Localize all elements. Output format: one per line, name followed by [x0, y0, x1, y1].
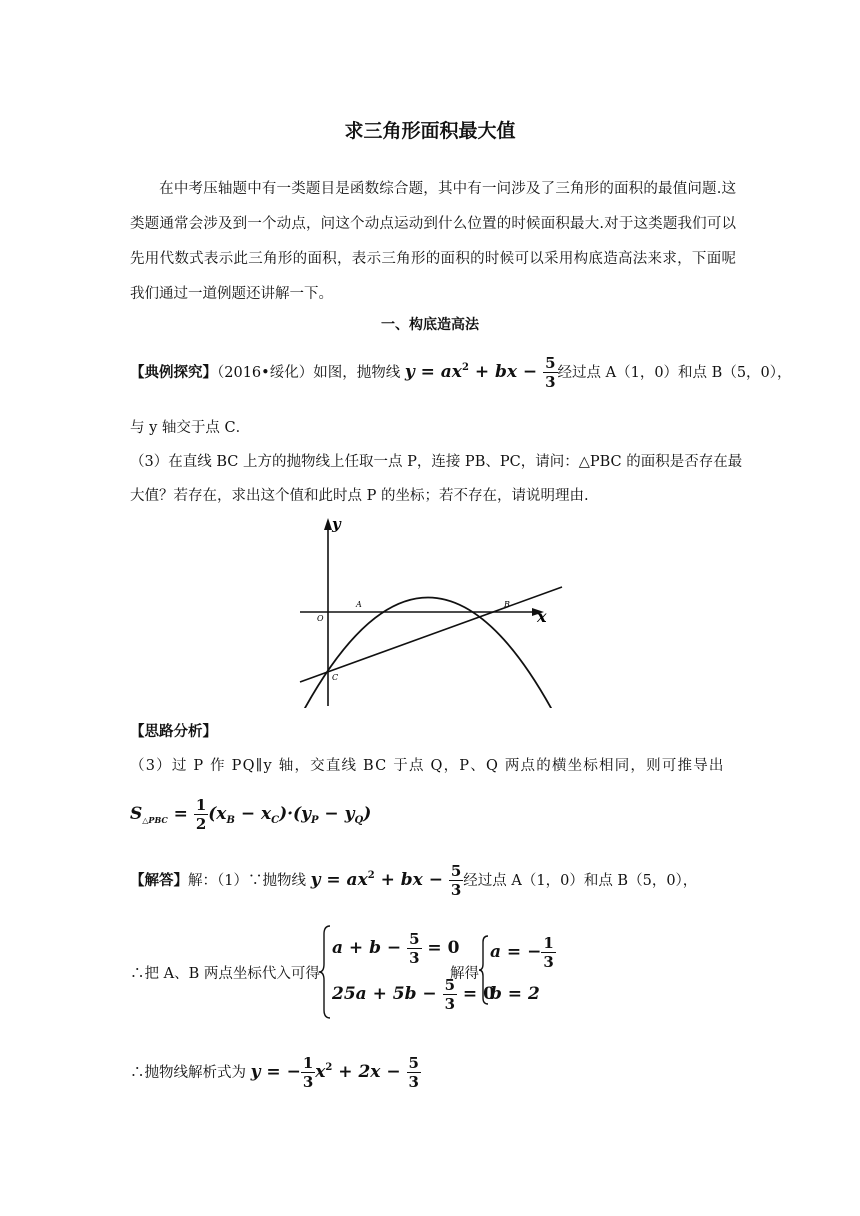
intro-paragraph — [130, 172, 736, 312]
example-line-2: 与 y 轴交于点 C． — [130, 420, 251, 436]
parabola-equation: $y = ax^2$ + bx − $\frac{5}{3}$ — [404, 354, 556, 391]
answer-parabola-equation: $y = ax^2$ + bx − $\frac{5}{3}$ — [310, 862, 462, 899]
example-points: 经过点 A（1，0）和点 B（5，0）， — [557, 365, 792, 381]
origin-label: O — [317, 614, 324, 623]
result-equation: y = − $\frac{1}{3}$ $x^2 + 2x$ − $\frac{5}{3}$ — [250, 1054, 419, 1091]
intro-text: 在中考压轴题中有一类题目是函数综合题，其中有一问涉及了三角形的面积的最值问题.这类题通常会涉及到一个动点，问这个动点运动到什么位置的时候面积最大.对于这类题我们可以先用代数式表示此三角形的面积，表示三角形的面积的时候可以采用构底造高法来求，下面呢我们通过一道例题还讲解一下。 — [130, 181, 736, 302]
analysis-text: （3）过 P 作 PQ∥y 轴，交直线 BC 于点 Q，P、Q 两点的横坐标相同，则可推导出 — [130, 758, 725, 774]
solution-a: a = − $\frac{1}{3}$ — [490, 934, 554, 971]
result-text: ∴抛物线解析式为 — [130, 1065, 246, 1081]
parabola-figure — [290, 516, 570, 708]
solved-text: 解得 — [450, 966, 479, 982]
solution-b: b = 2 — [490, 984, 540, 1004]
example-label: 【典例探究】 — [130, 365, 217, 381]
document-title: 求三角形面积最大值 — [344, 120, 516, 142]
result-line — [130, 1054, 421, 1091]
example-line-1 — [130, 354, 792, 391]
left-brace-icon — [318, 924, 332, 1020]
y-axis-arrow-icon — [324, 518, 332, 530]
x-axis-label: x — [537, 607, 547, 626]
example-source: （2016•绥化）如图，抛物线 — [217, 365, 401, 381]
y-axis-label: y — [332, 516, 341, 533]
line-bc — [300, 587, 562, 682]
question-3-line-2: 大值？若存在，求出这个值和此时点 P 的坐标；若不存在，请说明理由. — [130, 488, 589, 504]
area-formula: $S_{\triangle PBC}$ = $\frac{1}{2}$ $(x_B - x_C)\cdot(y_P - y_Q)$ — [130, 796, 372, 833]
point-c-label: C — [332, 673, 339, 682]
point-b-label: B — [504, 600, 510, 609]
answer-points: 经过点 A（1，0）和点 B（5，0）， — [463, 873, 698, 889]
section-heading: 一、构底造高法 — [381, 317, 479, 333]
left-brace-icon — [478, 934, 490, 1006]
parabola-curve — [299, 598, 557, 709]
substitute-text: ∴把 A、B 两点坐标代入可得 — [130, 966, 320, 982]
point-a-label: A — [356, 600, 362, 609]
system-equation-2: 25a + 5b − $\frac{5}{3}$ = 0 — [332, 976, 495, 1013]
system-equation-1: a + b − $\frac{5}{3}$ = 0 — [332, 930, 460, 967]
analysis-label: 【思路分析】 — [130, 724, 217, 740]
answer-label: 【解答】 — [130, 873, 188, 889]
answer-line-1 — [130, 862, 697, 899]
answer-intro: 解：（1）∵抛物线 — [188, 873, 306, 889]
question-3-line-1: （3）在直线 BC 上方的抛物线上任取一点 P，连接 PB、PC，请问：△PBC 的面积是否存在最 — [130, 454, 743, 470]
